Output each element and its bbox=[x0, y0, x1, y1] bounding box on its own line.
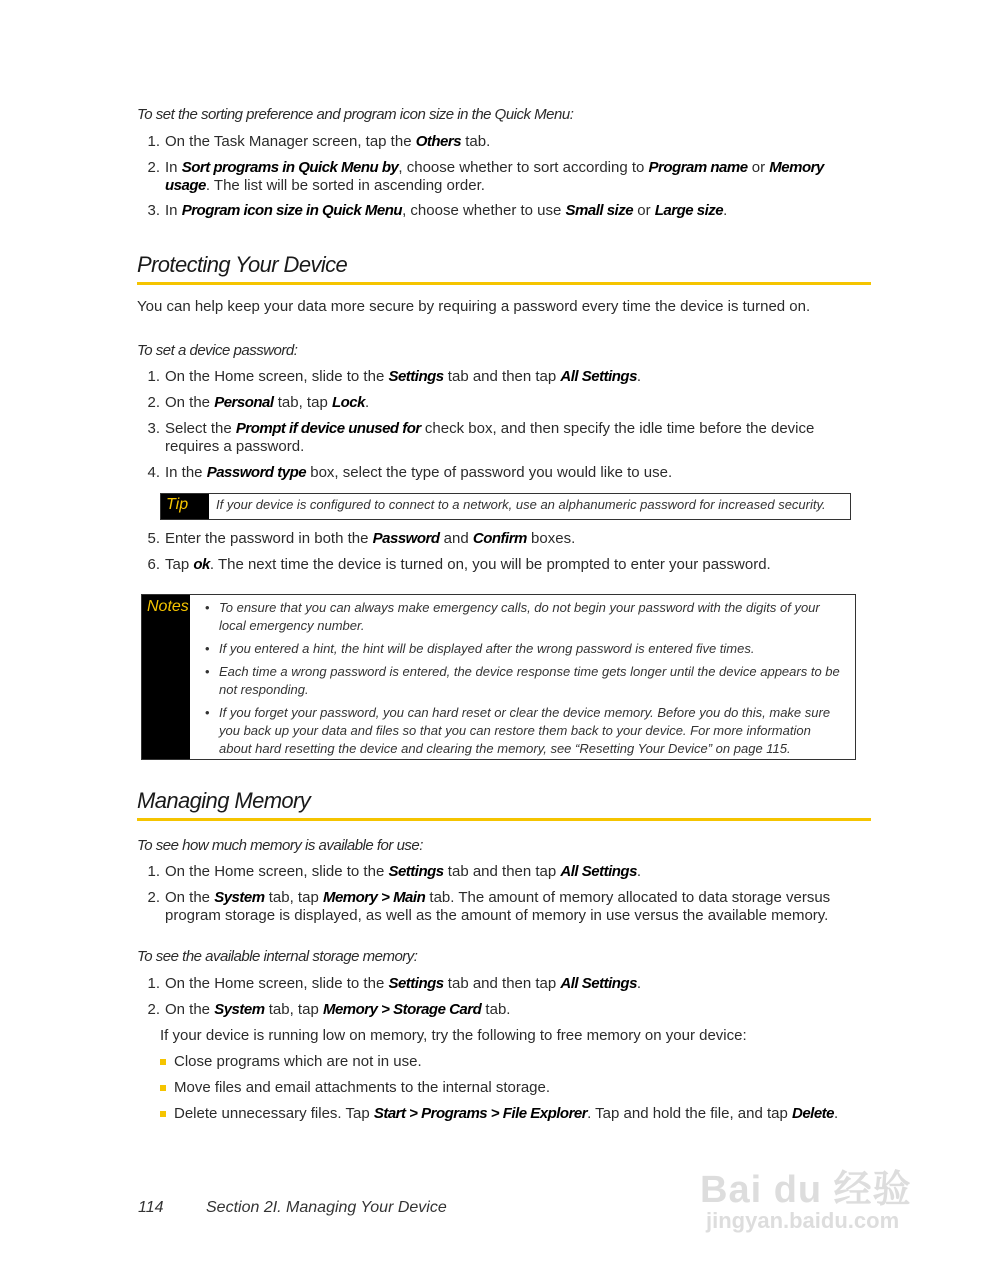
step bbox=[142, 159, 872, 195]
step-text bbox=[165, 530, 872, 548]
text-run: Select the bbox=[165, 420, 236, 437]
text-run: tab, tap bbox=[273, 394, 332, 411]
ui-term: All Settings bbox=[560, 975, 637, 992]
text-run: boxes. bbox=[526, 530, 576, 547]
ui-term: System bbox=[214, 889, 265, 906]
text-run: . bbox=[636, 975, 642, 992]
step-text bbox=[165, 1001, 872, 1019]
text-run: On the bbox=[165, 394, 215, 411]
text-run: In the bbox=[165, 464, 207, 481]
text-run: or bbox=[747, 159, 770, 176]
text-run: On the Home screen, slide to the bbox=[165, 863, 389, 880]
ui-term: Sort programs in Quick Menu by bbox=[181, 159, 399, 176]
notes-box bbox=[141, 594, 856, 760]
ui-term: Small size bbox=[565, 202, 634, 219]
step-number: 2. bbox=[147, 889, 160, 906]
notes-list bbox=[190, 595, 855, 759]
step bbox=[142, 464, 872, 482]
text-run: tab and then tap bbox=[443, 368, 561, 385]
ui-term: Memory > Storage Card bbox=[322, 1001, 482, 1018]
bullet-item bbox=[160, 1079, 870, 1097]
step-text bbox=[165, 975, 872, 993]
ui-term: Delete bbox=[792, 1105, 835, 1122]
memory-lead: To see how much memory is available for use: bbox=[137, 837, 423, 854]
text-run: On the bbox=[165, 1001, 215, 1018]
text-run: On the Home screen, slide to the bbox=[165, 975, 389, 992]
bullet-text bbox=[174, 1105, 838, 1123]
text-run: Enter the password in both the bbox=[165, 530, 373, 547]
step-number: 2. bbox=[147, 1001, 160, 1018]
text-run: In bbox=[165, 202, 182, 219]
text-run: . The next time the device is turned on, you will be prompted to enter your password. bbox=[209, 556, 771, 573]
text-run: . The list will be sorted in ascending order. bbox=[205, 177, 485, 194]
text-run: On the bbox=[165, 889, 215, 906]
bullet-square-icon bbox=[160, 1111, 166, 1117]
step-number: 2. bbox=[147, 159, 160, 176]
step bbox=[142, 394, 872, 412]
text-run: . bbox=[636, 863, 642, 880]
step-text bbox=[165, 863, 872, 881]
step-number: 1. bbox=[147, 863, 160, 880]
step-number: 2. bbox=[147, 394, 160, 411]
text-run: . bbox=[723, 202, 728, 219]
text-run: In bbox=[165, 159, 182, 176]
bullet-square-icon bbox=[160, 1085, 166, 1091]
bullet-square-icon bbox=[160, 1059, 166, 1065]
step-text bbox=[165, 133, 872, 151]
ui-term: Memory usage bbox=[165, 159, 824, 194]
bullet-text bbox=[174, 1053, 422, 1071]
text-run: Move files and email attachments to the internal storage. bbox=[174, 1079, 551, 1096]
text-run: On the Task Manager screen, tap the bbox=[165, 133, 416, 150]
bullet-text bbox=[174, 1079, 550, 1097]
ui-term: Large size bbox=[654, 202, 724, 219]
ui-term: Settings bbox=[388, 368, 444, 385]
text-run: On the Home screen, slide to the bbox=[165, 368, 389, 385]
note-item: • Each time a wrong password is entered, the device response time gets longer until the device appears to be not responding. bbox=[204, 663, 845, 699]
heading-rule bbox=[137, 282, 871, 285]
notes-label: Notes bbox=[142, 595, 190, 759]
text-run: and bbox=[439, 530, 473, 547]
tip-label: Tip bbox=[161, 494, 209, 519]
ui-term: Prompt if device unused for bbox=[235, 420, 421, 437]
step-number: 1. bbox=[147, 975, 160, 992]
ui-term: ok bbox=[193, 556, 210, 573]
step bbox=[142, 202, 872, 220]
ui-term: All Settings bbox=[560, 863, 637, 880]
step-text bbox=[165, 368, 872, 386]
ui-term: Settings bbox=[388, 975, 444, 992]
note-item: • To ensure that you can always make emergency calls, do not begin your password with the digits of your local emergency number. bbox=[204, 599, 845, 635]
text-run: or bbox=[633, 202, 655, 219]
ui-term: Start > Programs > File Explorer bbox=[373, 1105, 588, 1122]
text-run: tab. bbox=[481, 1001, 511, 1018]
text-run: Close programs which are not in use. bbox=[174, 1053, 422, 1070]
ui-term: Personal bbox=[214, 394, 274, 411]
ui-term: Program name bbox=[648, 159, 748, 176]
bullet-item bbox=[160, 1053, 870, 1071]
ui-term: Lock bbox=[331, 394, 365, 411]
step bbox=[142, 530, 872, 548]
step-text bbox=[165, 889, 872, 925]
step bbox=[142, 133, 872, 151]
ui-term: Others bbox=[415, 133, 462, 150]
low-memory-text: If your device is running low on memory, try the following to free memory on your device: bbox=[160, 1027, 747, 1044]
tip-text: If your device is configured to connect to a network, use an alphanumeric password for increased security. bbox=[216, 497, 826, 512]
step-number: 5. bbox=[147, 530, 160, 547]
text-run: tab, tap bbox=[264, 889, 323, 906]
text-run: tab, tap bbox=[264, 1001, 323, 1018]
step bbox=[142, 420, 872, 456]
password-lead: To set a device password: bbox=[137, 342, 298, 359]
text-run: box, select the type of password you would like to use. bbox=[306, 464, 673, 481]
heading-managing-memory: Managing Memory bbox=[137, 788, 311, 813]
page-number: 114 bbox=[138, 1199, 164, 1216]
ui-term: Password bbox=[372, 530, 440, 547]
text-run: tab and then tap bbox=[443, 975, 561, 992]
ui-term: System bbox=[214, 1001, 265, 1018]
text-run: , choose whether to sort according to bbox=[398, 159, 649, 176]
text-run: check box, and then specify the idle time before the device requires a password. bbox=[165, 420, 815, 455]
ui-term: Password type bbox=[206, 464, 307, 481]
step bbox=[142, 1001, 872, 1019]
step bbox=[142, 975, 872, 993]
step bbox=[142, 368, 872, 386]
step-text bbox=[165, 420, 872, 456]
text-run: tab and then tap bbox=[443, 863, 561, 880]
text-run: Delete unnecessary files. Tap bbox=[174, 1105, 374, 1122]
step bbox=[142, 556, 872, 574]
ui-term: Memory > Main bbox=[322, 889, 426, 906]
ui-term: Confirm bbox=[472, 530, 527, 547]
note-item: • If you forget your password, you can hard reset or clear the device memory. Before you do this, make sure you back up your data and files so that you can restore them back to your device. For more information about hard resetting the device and clearing the memory, see “Resetting Your Device” on page 115. bbox=[204, 704, 845, 758]
text-run: Tap bbox=[165, 556, 194, 573]
text-run: tab. bbox=[461, 133, 491, 150]
text-run: . bbox=[636, 368, 642, 385]
text-run: , choose whether to use bbox=[402, 202, 566, 219]
ui-term: Program icon size in Quick Menu bbox=[181, 202, 403, 219]
step bbox=[142, 889, 872, 925]
step-number: 3. bbox=[147, 202, 160, 219]
step-text bbox=[165, 394, 872, 412]
step-number: 3. bbox=[147, 420, 160, 437]
step-text bbox=[165, 464, 872, 482]
note-item: • If you entered a hint, the hint will be displayed after the wrong password is entered five times. bbox=[204, 640, 845, 658]
sorting-lead: To set the sorting preference and program icon size in the Quick Menu: bbox=[137, 106, 574, 123]
text-run: . bbox=[834, 1105, 839, 1122]
text-run: . bbox=[364, 394, 370, 411]
step-text bbox=[165, 159, 872, 195]
storage-lead: To see the available internal storage memory: bbox=[137, 948, 418, 965]
text-run: . Tap and hold the file, and tap bbox=[587, 1105, 792, 1122]
step-number: 4. bbox=[147, 464, 160, 481]
heading-rule bbox=[137, 818, 871, 821]
step-text bbox=[165, 202, 872, 220]
step-number: 1. bbox=[147, 133, 160, 150]
bullet-item bbox=[160, 1105, 870, 1123]
step-text bbox=[165, 556, 872, 574]
step-number: 1. bbox=[147, 368, 160, 385]
step-number: 6. bbox=[147, 556, 160, 573]
ui-term: Settings bbox=[388, 863, 444, 880]
step bbox=[142, 863, 872, 881]
text-run: tab. The amount of memory allocated to data storage versus program storage is displayed, as well as the amount of memory in use versus the available memory. bbox=[165, 889, 831, 924]
baidu-watermark-url: jingyan.baidu.com bbox=[706, 1208, 900, 1233]
ui-term: All Settings bbox=[560, 368, 637, 385]
section-title: Section 2I. Managing Your Device bbox=[206, 1199, 447, 1216]
heading-protecting: Protecting Your Device bbox=[137, 252, 348, 277]
protect-intro: You can help keep your data more secure by requiring a password every time the device is turned on. bbox=[137, 298, 811, 315]
baidu-watermark-logo: Bai du 经验 bbox=[700, 1169, 912, 1211]
tip-box bbox=[160, 493, 851, 520]
